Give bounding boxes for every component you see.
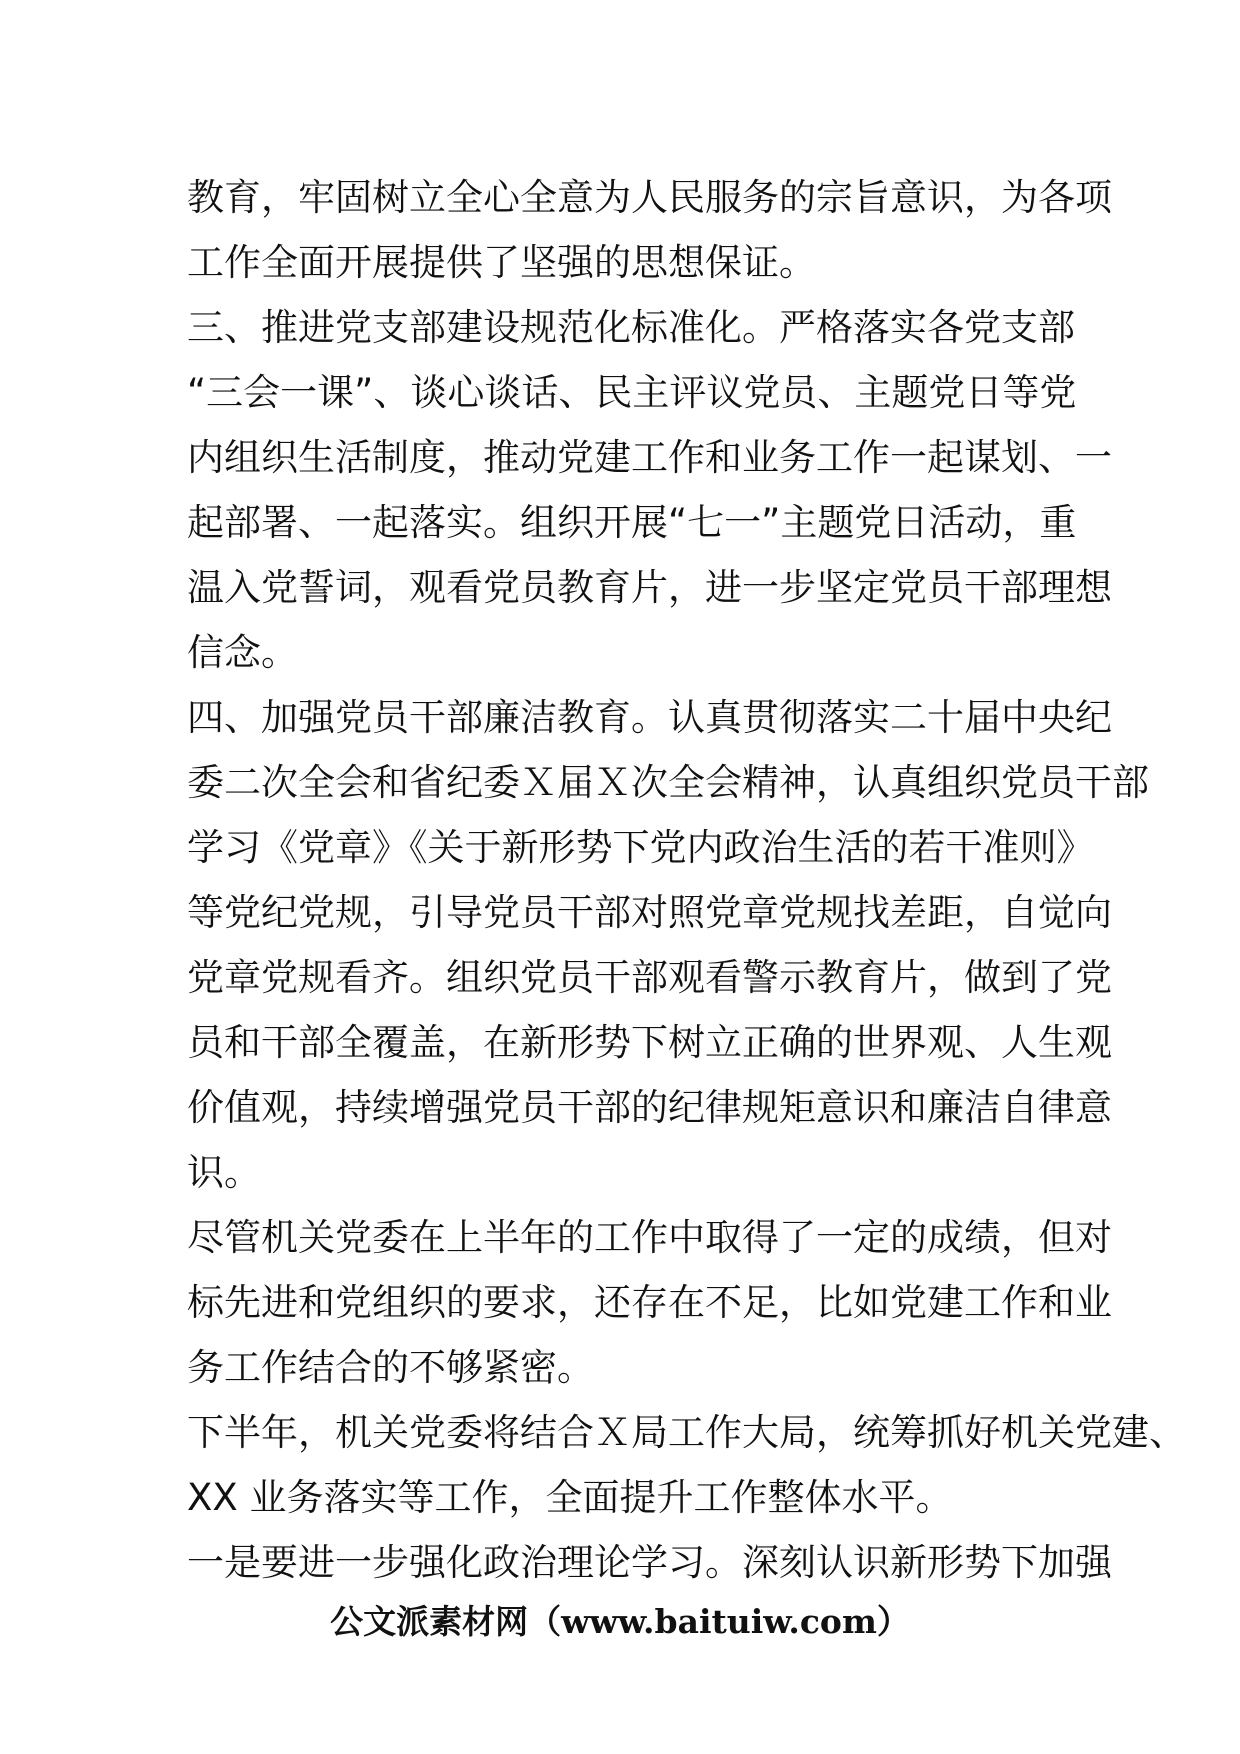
text-line: 员和干部全覆盖，在新形势下树立正确的世界观、人生观 <box>187 1021 1112 1064</box>
text-line: 党章党规看齐。组织党员干部观看警示教育片，做到了党 <box>187 956 1112 999</box>
text-line: 尽管机关党委在上半年的工作中取得了一定的成绩，但对 <box>187 1216 1112 1259</box>
text-line: 标先进和党组织的要求，还存在不足，比如党建工作和业 <box>187 1281 1112 1324</box>
text-line: 三、推进党支部建设规范化标准化。严格落实各党支部 <box>187 306 1075 349</box>
text-line: XX 业务落实等工作，全面提升工作整体水平。 <box>187 1476 953 1519</box>
footer-watermark: 公文派素材网（www.baituiw.com） <box>330 1602 910 1641</box>
body-text <box>187 165 1186 1595</box>
text-line: 教育，牢固树立全心全意为人民服务的宗旨意识，为各项 <box>187 176 1112 219</box>
text-line: 识。 <box>187 1151 261 1194</box>
text-line: 内组织生活制度，推动党建工作和业务工作一起谋划、一 <box>187 436 1112 479</box>
text-line: 四、加强党员干部廉洁教育。认真贯彻落实二十届中央纪 <box>187 696 1112 739</box>
text-line: 委二次全会和省纪委Ｘ届Ｘ次全会精神，认真组织党员干部 <box>187 761 1149 804</box>
text-line: “三会一课”、谈心谈话、民主评议党员、主题党日等党 <box>187 371 1077 414</box>
text-line: 工作全面开展提供了坚强的思想保证。 <box>187 241 816 284</box>
text-line: 等党纪党规，引导党员干部对照党章党规找差距，自觉向 <box>187 891 1112 934</box>
text-line: 一是要进一步强化政治理论学习。深刻认识新形势下加强 <box>187 1541 1112 1584</box>
text-line: 务工作结合的不够紧密。 <box>187 1346 594 1389</box>
text-line: 学习《党章》《关于新形势下党内政治生活的若干准则》 <box>187 826 1094 869</box>
text-line: 温入党誓词，观看党员教育片，进一步坚定党员干部理想 <box>187 566 1112 609</box>
text-line: 价值观，持续增强党员干部的纪律规矩意识和廉洁自律意 <box>187 1086 1112 1129</box>
text-line: 信念。 <box>187 631 298 674</box>
text-line: 起部署、一起落实。组织开展“七一”主题党日活动，重 <box>187 501 1077 544</box>
text-line: 下半年，机关党委将结合Ｘ局工作大局，统筹抓好机关党建、 <box>187 1411 1186 1454</box>
